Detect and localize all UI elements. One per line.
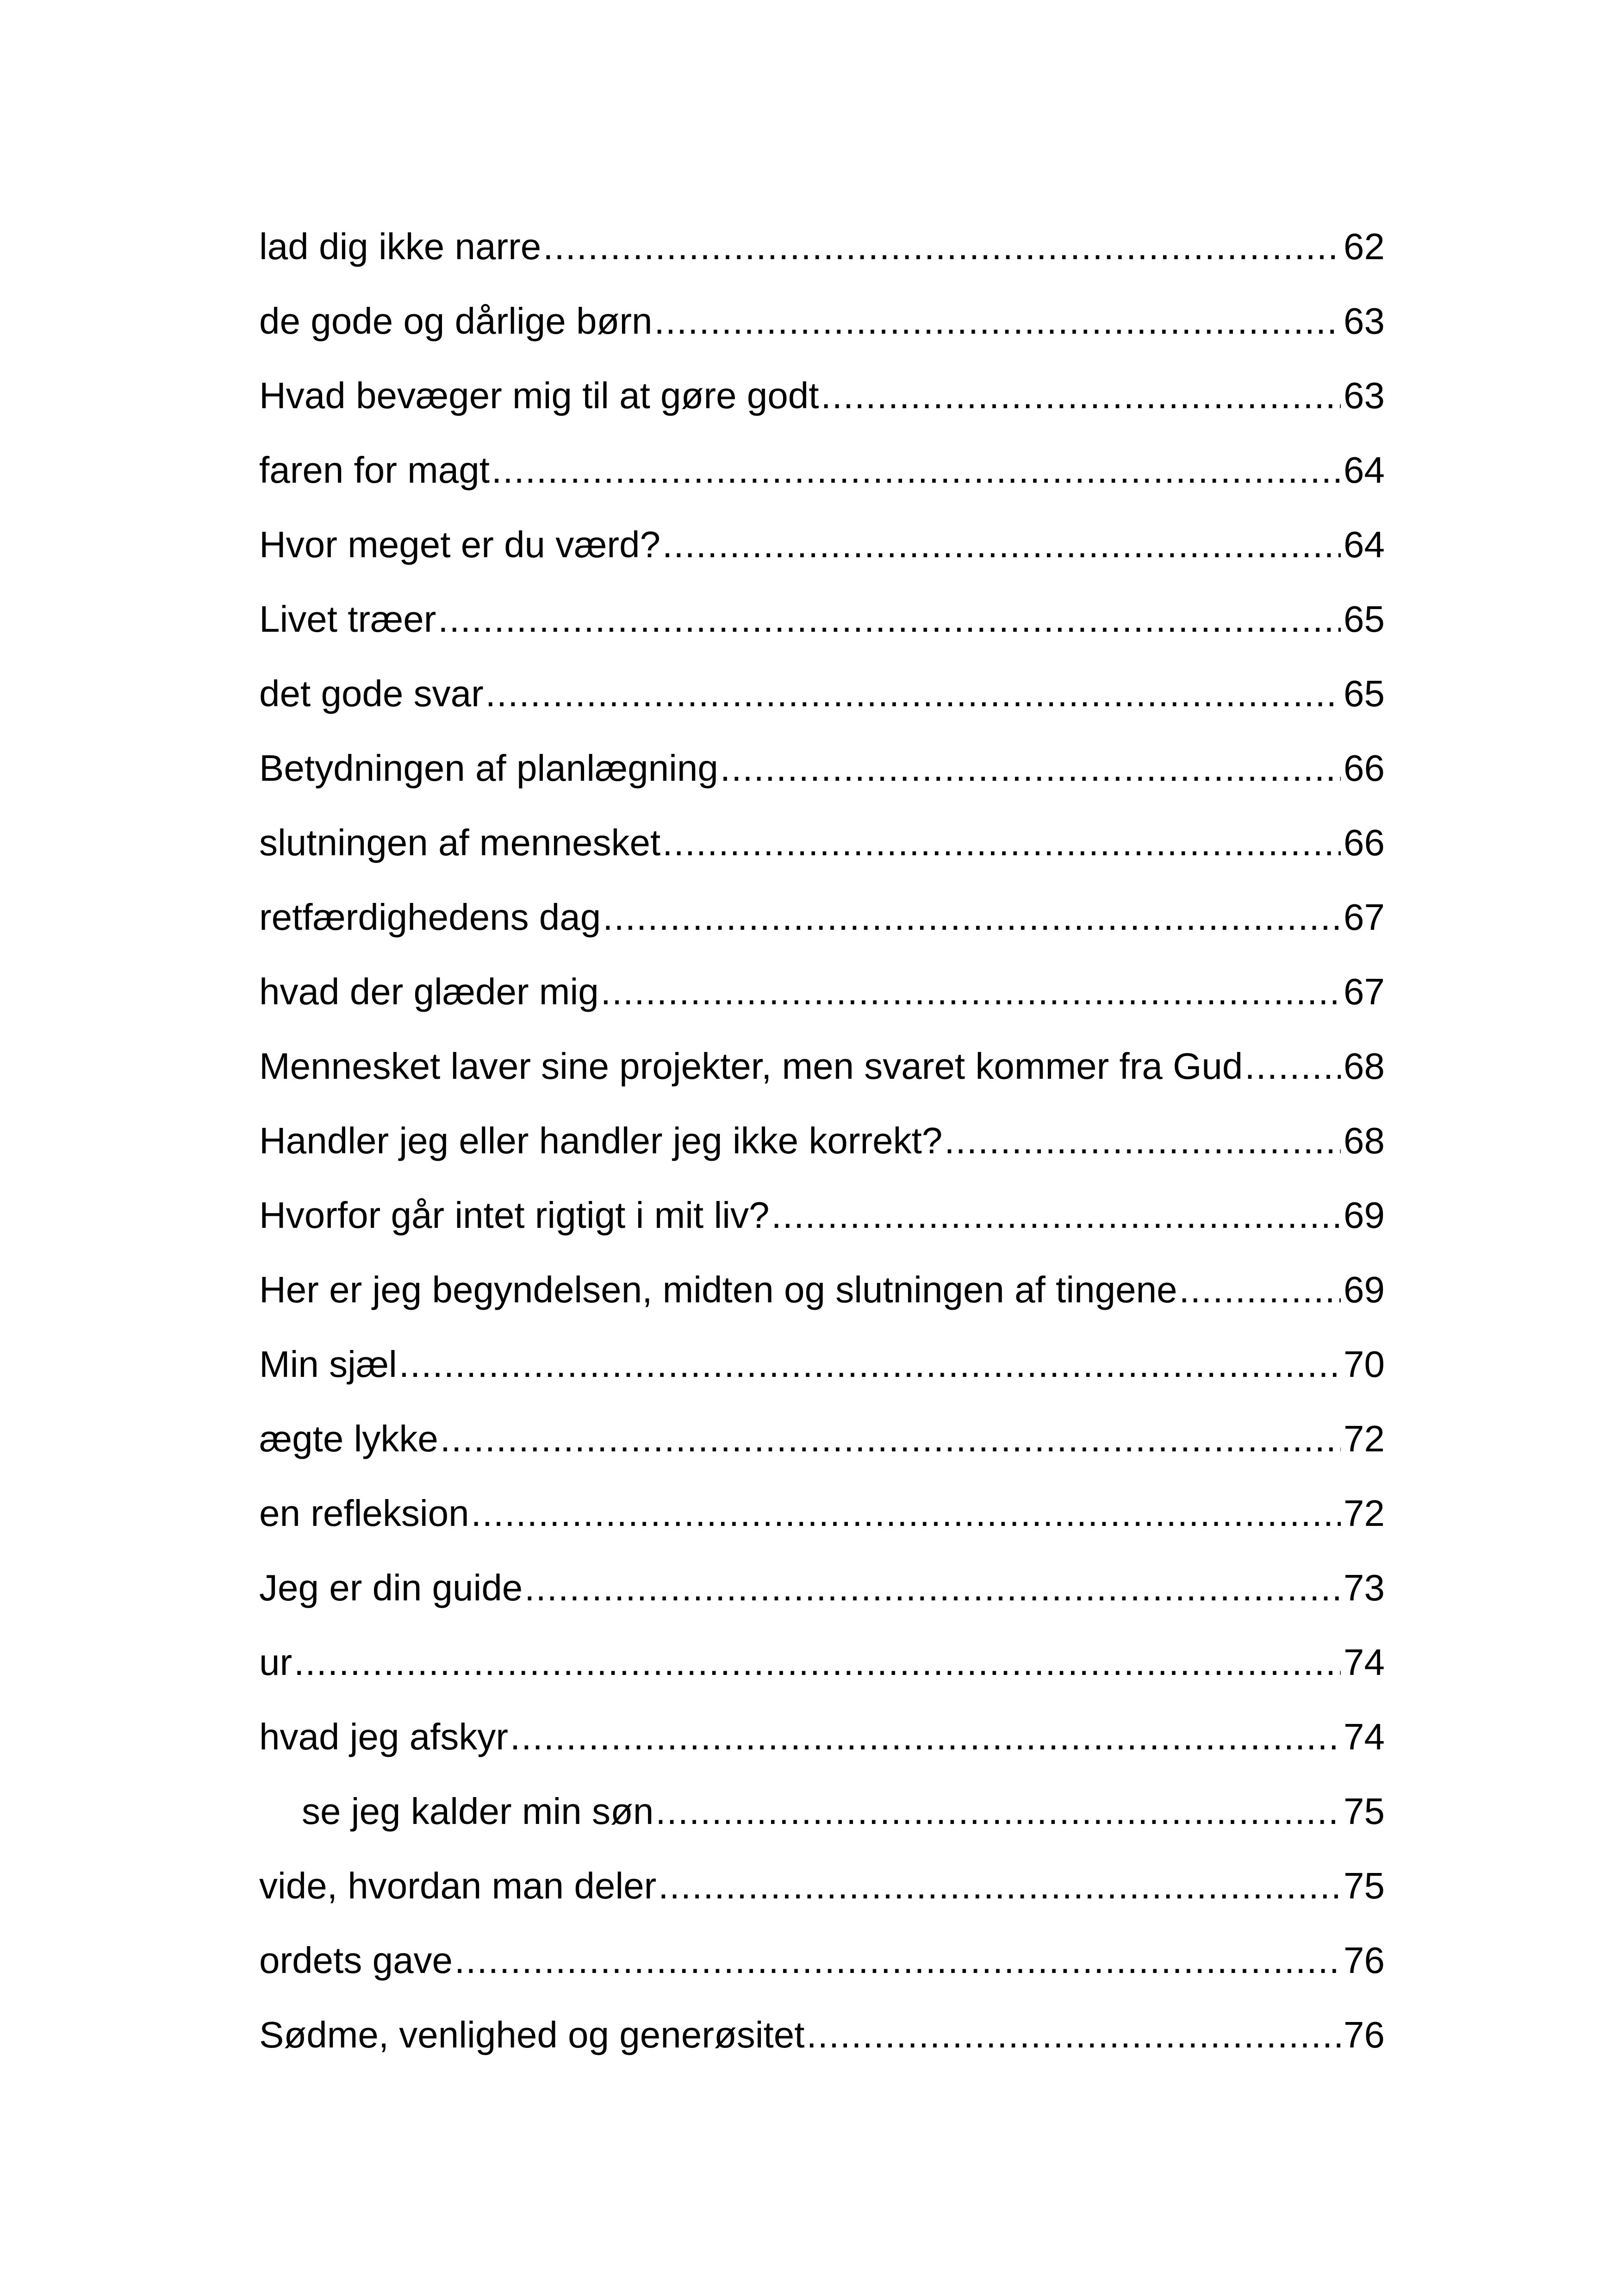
toc-entry-title: Mennesket laver sine projekter, men svaret kommer fra Gud <box>259 1045 1243 1087</box>
toc-dot-leader <box>454 1923 1341 1997</box>
toc-page-number: 74 <box>1344 1642 1385 1683</box>
toc-page-number: 64 <box>1344 524 1385 565</box>
toc-entry-title: faren for magt <box>259 449 490 491</box>
toc-dot-leader <box>524 1550 1341 1625</box>
toc-entry[interactable] <box>259 805 1385 880</box>
toc-entry[interactable] <box>259 731 1385 805</box>
toc-page-number: 66 <box>1344 822 1385 863</box>
toc-entry[interactable] <box>259 1327 1385 1401</box>
toc-dot-leader <box>1179 1252 1341 1327</box>
toc-page-number: 74 <box>1344 1716 1385 1757</box>
toc-entry-title: Sødme, venlighed og generøsitet <box>259 2014 805 2055</box>
toc-entry[interactable] <box>259 1029 1385 1103</box>
toc-entry-title: lad dig ikke narre <box>259 226 541 267</box>
toc-entry[interactable] <box>259 1252 1385 1327</box>
toc-page-number: 68 <box>1344 1120 1385 1161</box>
toc-dot-leader <box>1245 1029 1341 1103</box>
toc-entry[interactable] <box>259 507 1385 582</box>
toc-entry[interactable] <box>259 880 1385 954</box>
toc-entry-title: Her er jeg begyndelsen, midten og slutningen af tingene <box>259 1269 1177 1310</box>
toc-page-number: 62 <box>1344 226 1385 267</box>
toc-entry-title: Hvor meget er du værd? <box>259 524 661 565</box>
toc-page-number: 73 <box>1344 1567 1385 1608</box>
toc-entry[interactable] <box>259 433 1385 507</box>
toc-dot-leader <box>294 1625 1341 1699</box>
toc-dot-leader <box>806 1997 1341 2072</box>
toc-entry-title: ur <box>259 1642 292 1683</box>
toc-dot-leader <box>662 805 1341 880</box>
toc-entry-title: Min sjæl <box>259 1344 397 1385</box>
toc-page-number: 72 <box>1344 1418 1385 1459</box>
toc-page-number: 64 <box>1344 449 1385 491</box>
toc-entry[interactable] <box>259 582 1385 656</box>
toc-page-number: 67 <box>1344 971 1385 1012</box>
toc-entry[interactable] <box>259 358 1385 433</box>
toc-entry-title: Handler jeg eller handler jeg ikke korrekt? <box>259 1120 943 1161</box>
toc-entry-title: Hvad bevæger mig til at gøre godt <box>259 375 819 416</box>
toc-page-number: 63 <box>1344 300 1385 342</box>
toc-entry-title: hvad jeg afskyr <box>259 1716 509 1757</box>
toc-entry-title: hvad der glæder mig <box>259 971 599 1012</box>
toc-dot-leader <box>399 1327 1341 1401</box>
toc-page-number: 65 <box>1344 673 1385 714</box>
toc-entry-title: se jeg kalder min søn <box>302 1791 654 1832</box>
toc-entry[interactable] <box>259 1476 1385 1550</box>
toc-dot-leader <box>655 1774 1341 1848</box>
toc-entry-title: vide, hvordan man deler <box>259 1865 657 1906</box>
toc-page-number: 69 <box>1344 1195 1385 1236</box>
toc-entry[interactable] <box>259 1550 1385 1625</box>
toc-entry-title: slutningen af mennesket <box>259 822 661 863</box>
toc-dot-leader <box>492 433 1341 507</box>
toc-entry-title: en refleksion <box>259 1493 469 1534</box>
toc-entry-title: det gode svar <box>259 673 484 714</box>
toc-entry[interactable] <box>259 1699 1385 1774</box>
toc-page-number: 65 <box>1344 598 1385 640</box>
toc-entry[interactable] <box>259 1923 1385 1997</box>
toc-dot-leader <box>658 1848 1341 1923</box>
toc-entry-title: Betydningen af planlægning <box>259 747 718 789</box>
toc-page-number: 67 <box>1344 896 1385 938</box>
toc-entry-title: ægte lykke <box>259 1418 438 1459</box>
toc-entry-title: de gode og dårlige børn <box>259 300 653 342</box>
toc-entry-title: Jeg er din guide <box>259 1567 523 1608</box>
toc-dot-leader <box>438 582 1341 656</box>
toc-entry[interactable] <box>259 1401 1385 1476</box>
toc-dot-leader <box>821 358 1341 433</box>
toc-dot-leader <box>440 1401 1341 1476</box>
toc-page-number: 66 <box>1344 747 1385 789</box>
toc-entry[interactable] <box>259 954 1385 1029</box>
toc-entry[interactable] <box>259 1625 1385 1699</box>
toc-entry-title: ordets gave <box>259 1940 453 1981</box>
toc-page-number: 63 <box>1344 375 1385 416</box>
toc-dot-leader <box>662 507 1341 582</box>
table-of-contents <box>259 209 1385 2072</box>
toc-entry[interactable] <box>259 1178 1385 1252</box>
toc-entry[interactable] <box>259 209 1385 284</box>
toc-page-number: 70 <box>1344 1344 1385 1385</box>
toc-dot-leader <box>772 1178 1341 1252</box>
toc-dot-leader <box>510 1699 1341 1774</box>
toc-entry-title: retfærdighedens dag <box>259 896 601 938</box>
toc-dot-leader <box>944 1103 1341 1178</box>
toc-entry-title: Hvorfor går intet rigtigt i mit liv? <box>259 1195 770 1236</box>
toc-entry[interactable] <box>259 1848 1385 1923</box>
toc-dot-leader <box>720 731 1341 805</box>
toc-dot-leader <box>543 209 1341 284</box>
toc-entry[interactable] <box>259 656 1385 731</box>
toc-entry-title: Livet træer <box>259 598 436 640</box>
toc-page-number: 75 <box>1344 1791 1385 1832</box>
toc-page-number: 75 <box>1344 1865 1385 1906</box>
toc-page-number: 76 <box>1344 1940 1385 1981</box>
toc-dot-leader <box>601 954 1341 1029</box>
toc-page-number: 72 <box>1344 1493 1385 1534</box>
toc-dot-leader <box>485 656 1341 731</box>
toc-dot-leader <box>471 1476 1341 1550</box>
toc-page-number: 68 <box>1344 1045 1385 1087</box>
toc-entry[interactable] <box>259 1103 1385 1178</box>
toc-dot-leader <box>603 880 1341 954</box>
toc-entry[interactable] <box>259 284 1385 358</box>
toc-entry[interactable] <box>259 1997 1385 2072</box>
toc-dot-leader <box>654 284 1341 358</box>
toc-page-number: 69 <box>1344 1269 1385 1310</box>
toc-page-number: 76 <box>1344 2014 1385 2055</box>
toc-entry[interactable] <box>259 1774 1385 1848</box>
